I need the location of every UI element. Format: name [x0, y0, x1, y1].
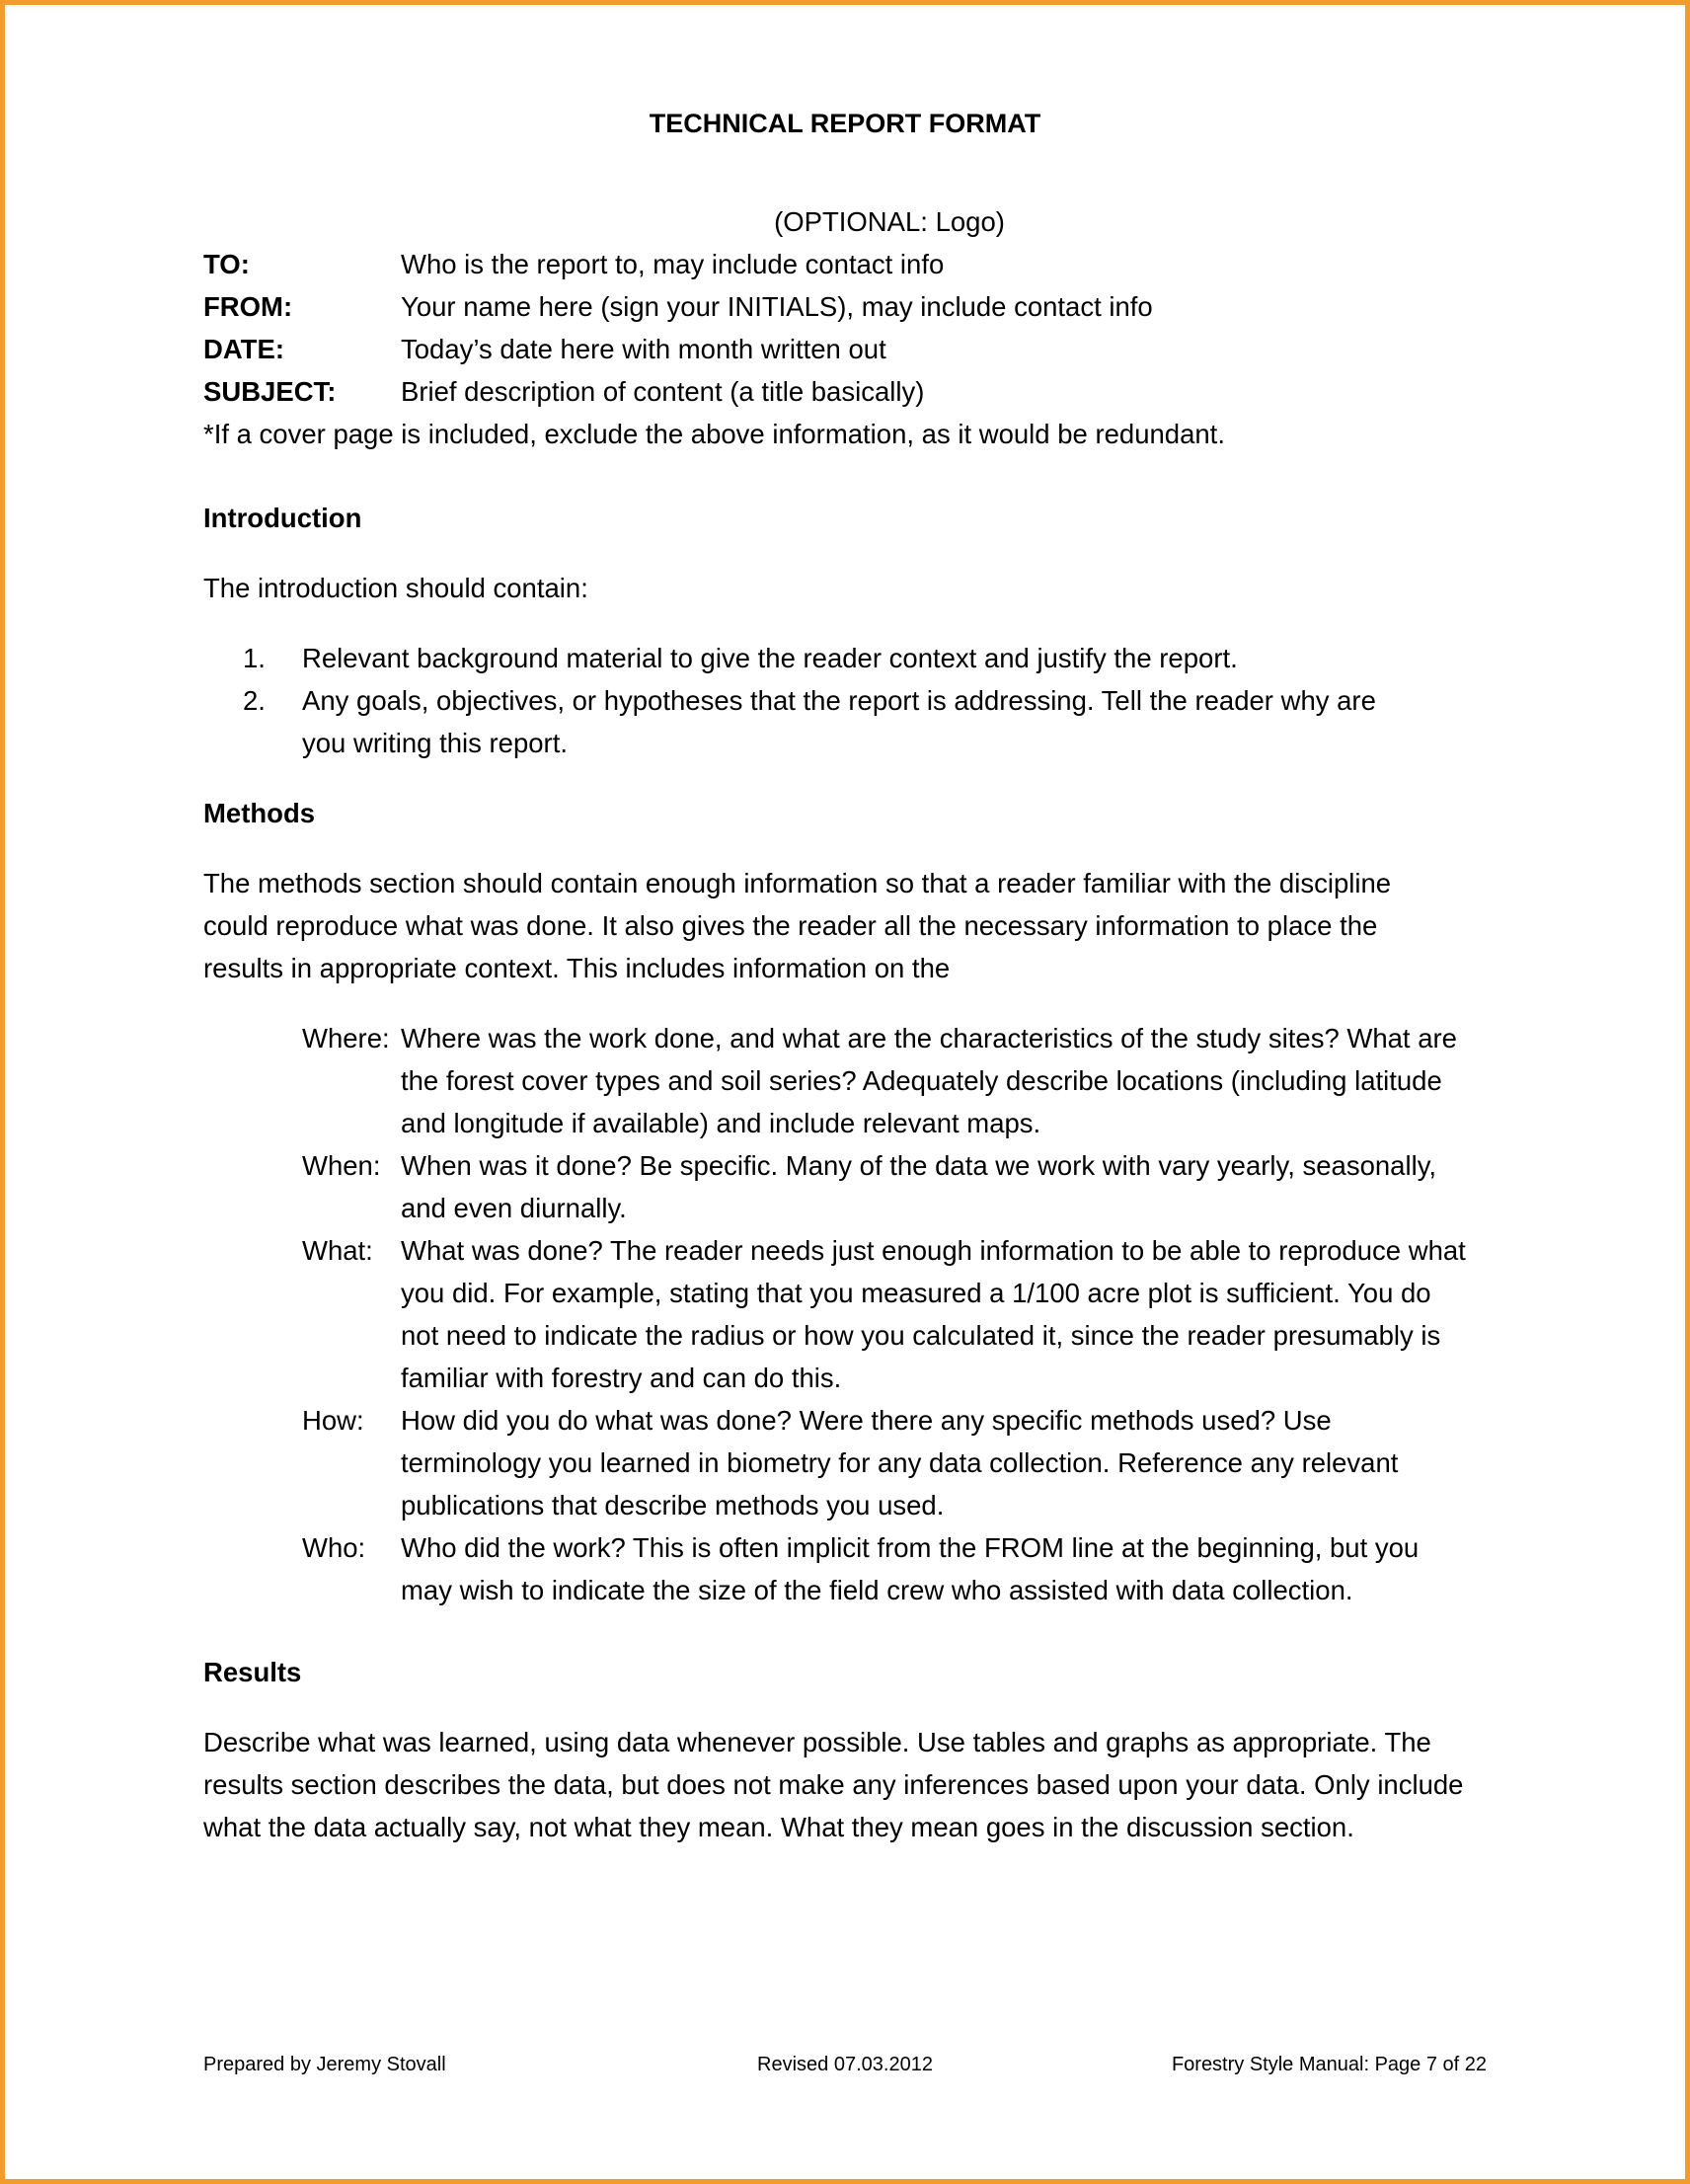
footer-page-number: Forestry Style Manual: Page 7 of 22 — [1171, 2054, 1487, 2075]
document-title: TECHNICAL REPORT FORMAT — [649, 109, 1041, 138]
memo-header — [203, 243, 1487, 413]
introduction-list — [203, 637, 1487, 764]
memo-row-subject — [203, 370, 1487, 413]
definition-item-how — [302, 1399, 1487, 1526]
list-item-text: Relevant background material to give the reader context and justify the report. — [302, 643, 1238, 673]
definition-text: Where was the work done, and what are the characteristics of the study sites? What are the forest cover types and soil series? Adequately describe locations (including latitude and longitude if available) and include relevant maps. — [401, 1023, 1457, 1138]
cover-page-note: *If a cover page is included, exclude the above information, as it would be redundant. — [203, 419, 1225, 449]
memo-label: TO: — [203, 249, 250, 279]
list-number: 2. — [243, 685, 266, 716]
memo-value: Today’s date here with month written out — [401, 334, 886, 364]
memo-label: SUBJECT: — [203, 376, 337, 407]
definition-term: Who: — [302, 1532, 366, 1563]
definition-term: Where: — [302, 1023, 390, 1053]
definition-text: What was done? The reader needs just enough information to be able to reproduce what you did. For example, stating that you measured a 1/100 acre plot is sufficient. You do not need to indicate the radius or how you calculated it, since the reader presumably is familiar with forestry and can do this. — [401, 1235, 1466, 1393]
memo-label: FROM: — [203, 291, 293, 322]
definition-text: Who did the work? This is often implicit from the FROM line at the beginning, but you may wish to indicate the size of the field crew who assisted with data collection. — [401, 1532, 1420, 1605]
definition-text: When was it done? Be specific. Many of the data we work with vary yearly, seasonally, and even diurnally. — [401, 1150, 1437, 1223]
memo-row-from — [203, 285, 1487, 328]
definition-item-what — [302, 1229, 1487, 1399]
methods-heading: Methods — [203, 798, 316, 828]
list-item — [203, 679, 1487, 764]
list-item-text: Any goals, objectives, or hypotheses that the report is addressing. Tell the reader why are you writing this report. — [302, 685, 1376, 758]
results-heading: Results — [203, 1657, 302, 1687]
footer-author: Prepared by Jeremy Stovall — [203, 2054, 446, 2075]
memo-value: Brief description of content (a title basically) — [401, 376, 925, 407]
memo-row-date — [203, 328, 1487, 370]
memo-value: Who is the report to, may include contact info — [401, 249, 945, 279]
memo-value: Your name here (sign your INITIALS), may include contact info — [401, 291, 1153, 322]
results-text: Describe what was learned, using data whenever possible. Use tables and graphs as appropriate. The results section describes the data, but does not make any inferences based upon your data. Only include what the data actually say, not what they mean. What they mean goes in the discussion section. — [203, 1727, 1464, 1842]
page-footer — [203, 2050, 1487, 2079]
definition-term: What: — [302, 1235, 373, 1266]
introduction-heading: Introduction — [203, 503, 362, 533]
definition-term: How: — [302, 1405, 364, 1436]
methods-lead: The methods section should contain enough information so that a reader familiar with the discipline could reproduce what was done. It also gives the reader all the necessary information to place the results in appropriate context. This includes information on the — [203, 868, 1392, 983]
definition-text: How did you do what was done? Were there any specific methods used? Use terminology you learned in biometry for any data collection. Reference any relevant publications that describe methods you used. — [401, 1405, 1399, 1521]
introduction-lead: The introduction should contain: — [203, 573, 588, 603]
definition-item-where — [302, 1017, 1487, 1144]
methods-definition-list — [302, 1017, 1487, 1611]
list-item — [203, 637, 1487, 679]
definition-item-who — [302, 1526, 1487, 1611]
memo-row-to — [203, 243, 1487, 285]
definition-item-when — [302, 1144, 1487, 1229]
footer-revision: Revised 07.03.2012 — [757, 2054, 933, 2075]
definition-term: When: — [302, 1150, 381, 1181]
logo-placeholder: (OPTIONAL: Logo) — [774, 206, 1005, 237]
memo-label: DATE: — [203, 334, 284, 364]
list-number: 1. — [243, 643, 266, 673]
